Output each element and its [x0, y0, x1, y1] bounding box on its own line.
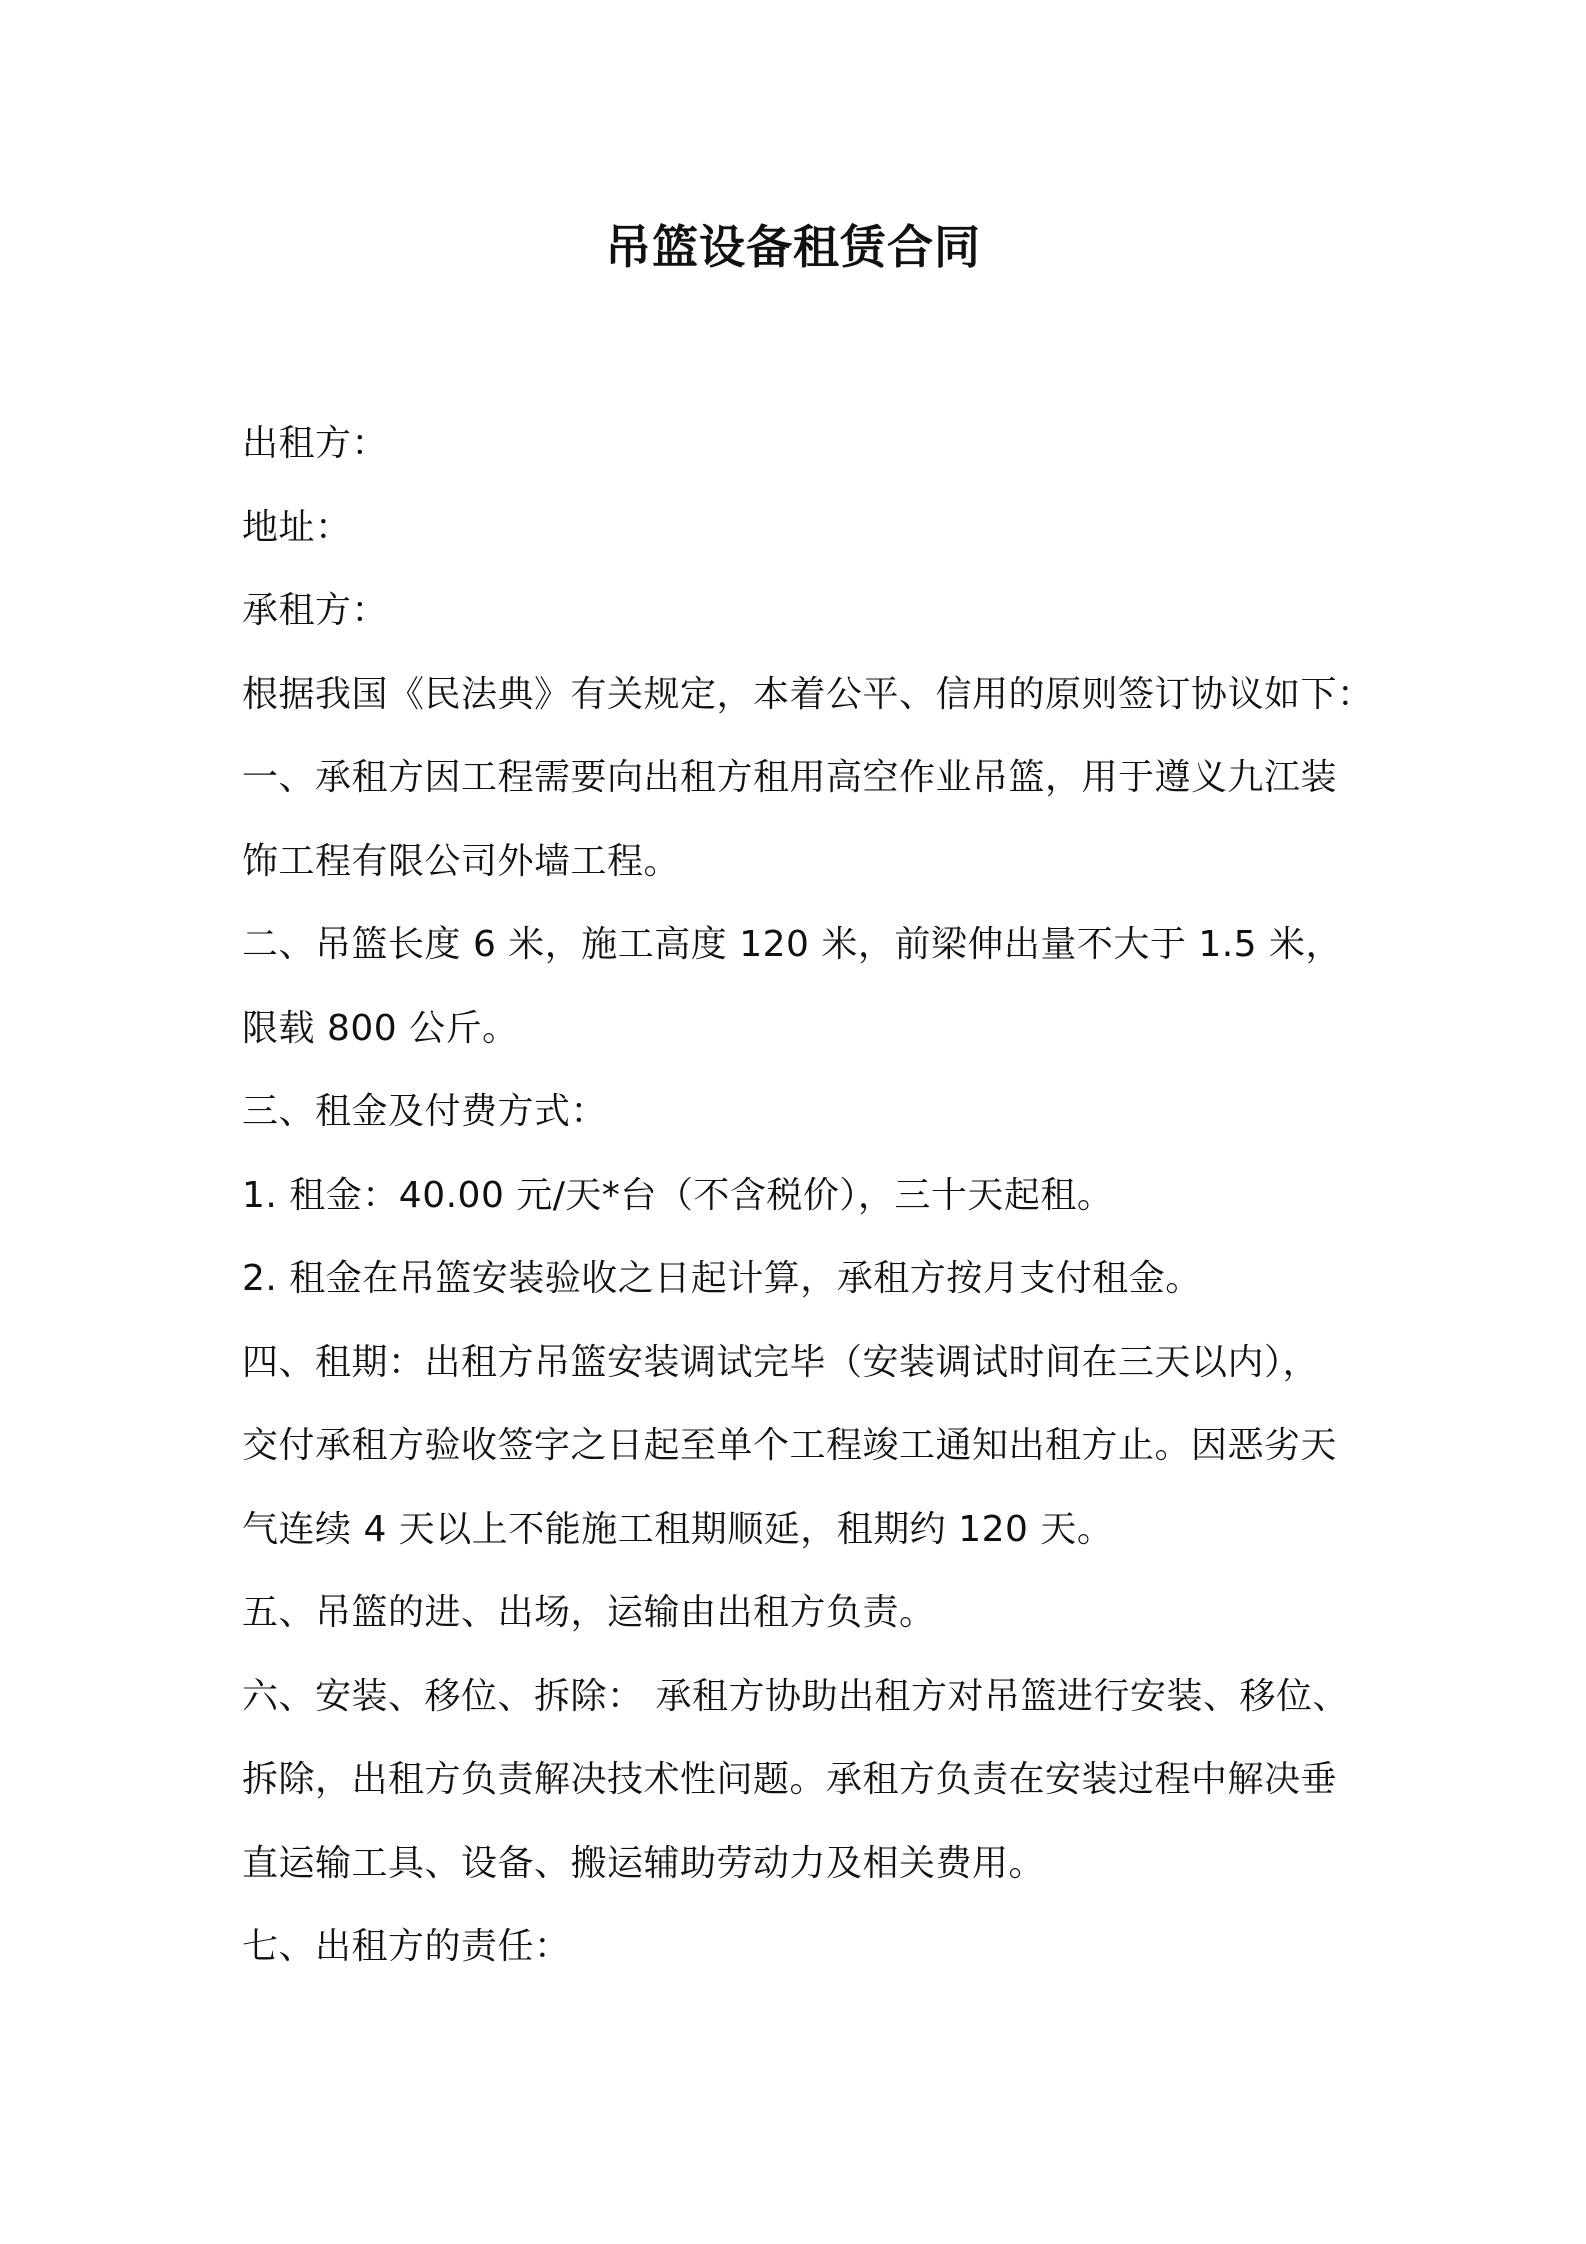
clause-3-heading: 三、租金及付费方式： — [242, 1091, 608, 1132]
party-lessee-line: 承租方： — [242, 590, 389, 631]
document-body — [242, 402, 1372, 1989]
clause-7-heading: 七、出租方的责任： — [242, 1926, 571, 1967]
address-line: 地址： — [242, 506, 352, 548]
clause-2-line-2: 限载 800 公斤。 — [242, 1007, 519, 1049]
clause-1-line-1: 一、承租方因工程需要向出租方租用高空作业吊篮，用于遵义九江装 — [242, 757, 1338, 798]
clause-6-line-1: 六、安装、移位、拆除： 承租方协助出租方对吊篮进行安装、移位、 — [242, 1675, 1349, 1717]
clause-3-item-2: 2. 租金在吊篮安装验收之日起计算，承租方按月支付租金。 — [242, 1258, 1202, 1299]
party-lessor-line: 出租方： — [242, 423, 389, 464]
document-title: 吊篮设备租赁合同 — [605, 220, 981, 274]
clause-4-line-2: 交付承租方验收签字之日起至单个工程竣工通知出租方止。因恶劣天 — [242, 1425, 1338, 1466]
clause-4-line-1: 四、租期：出租方吊篮安装调试完毕（安装调试时间在三天以内）， — [242, 1341, 1320, 1383]
clause-2-line-1: 二、吊篮长度 6 米，施工高度 120 米，前梁伸出量不大于 1.5 米， — [242, 924, 1343, 965]
clause-4-line-3: 气连续 4 天以上不能施工租期顺延，租期约 120 天。 — [242, 1508, 1114, 1550]
preamble-line: 根据我国《民法典》有关规定，本着公平、信用的原则签订协议如下： — [242, 673, 1374, 715]
clause-5-line: 五、吊篮的进、出场，运输由出租方负责。 — [242, 1592, 936, 1633]
clause-6-line-3: 直运输工具、设备、搬运辅助劳动力及相关费用。 — [242, 1842, 1046, 1884]
clause-3-item-1: 1. 租金：40.00 元/天*台（不含税价），三十天起租。 — [242, 1174, 1114, 1216]
clause-6-line-2: 拆除，出租方负责解决技术性问题。承租方负责在安装过程中解决垂 — [242, 1759, 1338, 1800]
clause-1-line-2: 饰工程有限公司外墙工程。 — [242, 840, 681, 882]
